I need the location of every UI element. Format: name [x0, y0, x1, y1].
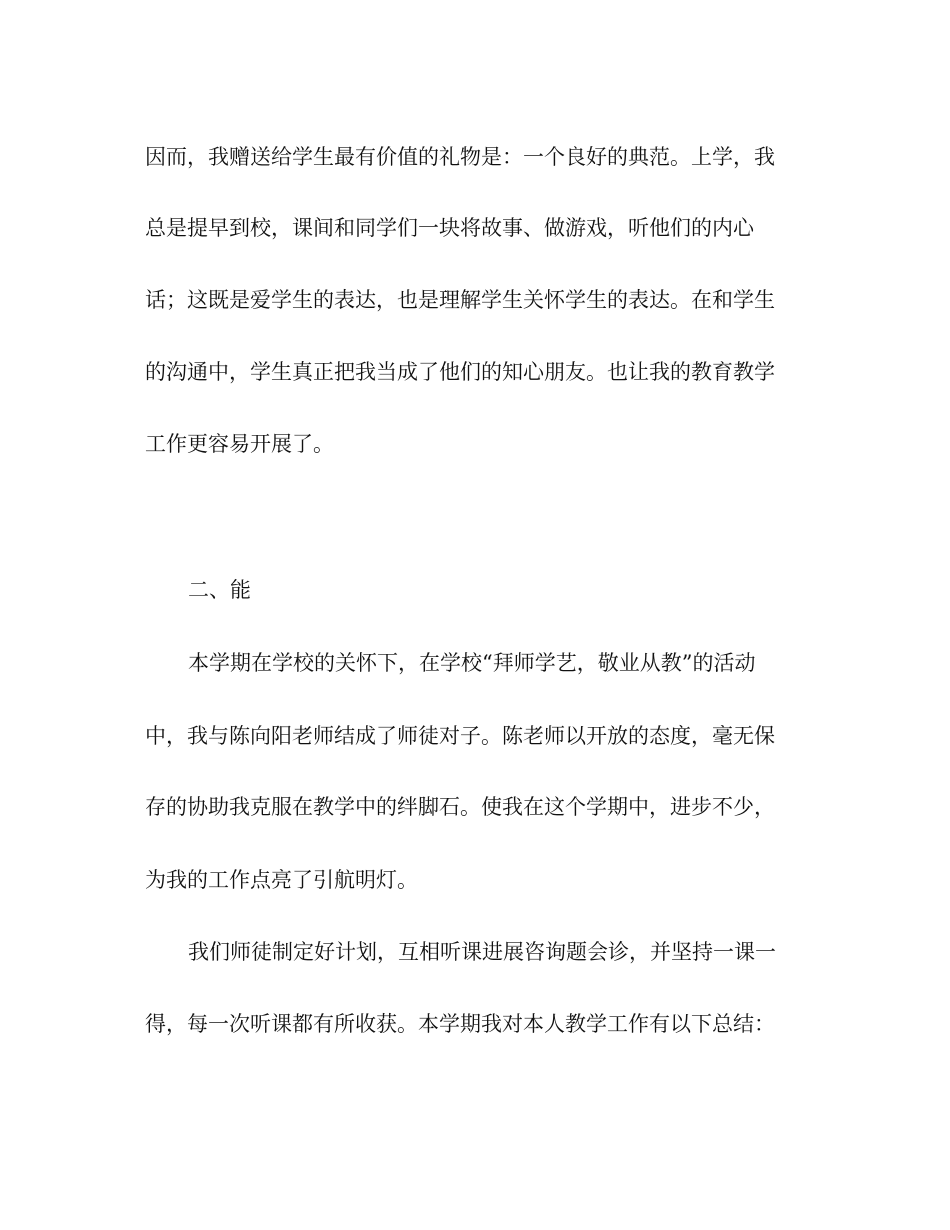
paragraph-1-line-5: 工作更容易开展了。: [145, 432, 334, 456]
paragraph-3-line-2: 得，每一次听课都有所收获。本学期我对本人教学工作有以下总结：: [145, 1012, 775, 1036]
paragraph-2-line-2: 中，我与陈向阳老师结成了师徒对子。陈老师以开放的态度，毫无保: [145, 724, 775, 748]
section-heading: 二、能: [188, 578, 251, 602]
paragraph-1-line-4: 的沟通中，学生真正把我当成了他们的知心朋友。也让我的教育教学: [145, 360, 775, 384]
paragraph-1-line-2: 总是提早到校，课间和同学们一块将故事、做游戏，听他们的内心: [145, 216, 754, 240]
paragraph-1-line-1: 因而，我赠送给学生最有价值的礼物是：一个良好的典范。上学，我: [145, 145, 775, 169]
paragraph-2-line-4: 为我的工作点亮了引航明灯。: [145, 868, 418, 892]
paragraph-1-line-3: 话；这既是爱学生的表达，也是理解学生关怀学生的表达。在和学生: [145, 288, 775, 312]
paragraph-2-line-1: 本学期在学校的关怀下，在学校“拜师学艺，敬业从教”的活动: [188, 651, 756, 675]
paragraph-3-line-1: 我们师徒制定好计划，互相听课进展咨询题会诊，并坚持一课一: [188, 940, 776, 964]
paragraph-2-line-3: 存的协助我克服在教学中的绊脚石。使我在这个学期中，进步不少，: [145, 795, 775, 819]
